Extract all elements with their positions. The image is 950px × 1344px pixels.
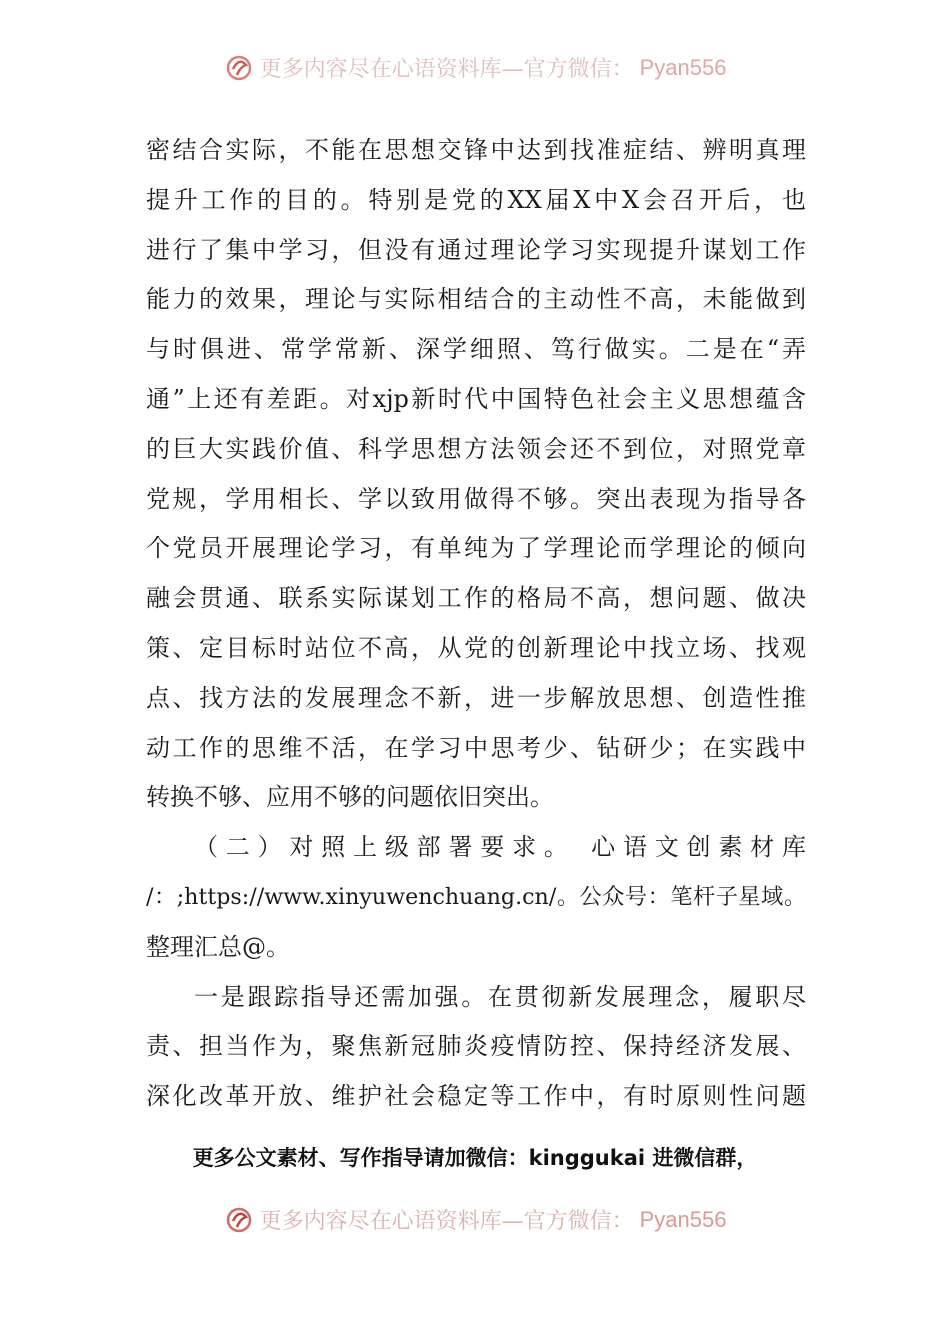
logo-icon	[224, 1205, 254, 1235]
text-line: 进行了集中学习，但没有通过理论学习实现提升谋划工作	[146, 235, 806, 264]
watermark-text: 更多内容尽在心语资料库—官方微信：	[259, 1209, 634, 1234]
text-line: 策、定目标时站位不高，从党的创新理论中找立场、找观	[146, 633, 806, 662]
text-line: （二）对照上级部署要求。 心语文创素材库	[194, 833, 806, 862]
text-line: 点、找方法的发展理念不新，进一步解放思想、创造性推	[146, 683, 806, 712]
text-line: 整理汇总@。	[146, 932, 290, 961]
text-line: 责、担当作为，聚焦新冠肺炎疫情防控、保持经济发展、	[146, 1032, 806, 1061]
text-line: 融会贯通、联系实际谋划工作的格局不高，想问题、做决	[146, 584, 806, 613]
logo-icon	[224, 53, 254, 83]
footer-watermark	[0, 1204, 950, 1235]
text-line: 的巨大实践价值、科学思想方法领会还不到位，对照党章	[146, 434, 806, 463]
watermark-text: 更多内容尽在心语资料库—官方微信：	[259, 57, 634, 82]
text-line: /：;https://www.xinyuwenchuang.cn/。公众号：笔杆子星域。	[146, 883, 806, 910]
text-line: 一是跟踪指导还需加强。在贯彻新发展理念，履职尽	[194, 982, 806, 1011]
watermark-wechat-id: Pyan556	[639, 54, 727, 80]
document-body	[146, 126, 806, 1122]
text-line: 党规，学用相长、学以致用做得不够。突出表现为指导各	[146, 484, 806, 513]
text-line: 通”上还有差距。对xjp新时代中国特色社会主义思想蕴含	[146, 384, 806, 413]
text-line: 动工作的思维不活，在学习中思考少、钻研少；在实践中	[146, 733, 806, 762]
header-watermark	[0, 52, 950, 83]
text-line: 能力的效果，理论与实际相结合的主动性不高，未能做到	[146, 285, 806, 314]
text-line: 提升工作的目的。特别是党的XX届X中X会召开后，也	[146, 185, 806, 214]
text-line: 与时俱进、常学常新、深学细照、笃行做实。二是在“弄	[146, 335, 806, 364]
text-line: 密结合实际，不能在思想交锋中达到找准症结、辨明真理	[146, 136, 806, 164]
text-line: 深化改革开放、维护社会稳定等工作中，有时原则性问题	[146, 1082, 806, 1111]
footer-note: 更多公文素材、写作指导请加微信：kinggukai 进微信群，	[192, 1146, 758, 1170]
watermark-wechat-id: Pyan556	[639, 1206, 727, 1232]
text-line: 个党员开展理论学习，有单纯为了学理论而学理论的倾向	[146, 534, 806, 563]
text-line: 转换不够、应用不够的问题依旧突出。	[146, 783, 554, 812]
